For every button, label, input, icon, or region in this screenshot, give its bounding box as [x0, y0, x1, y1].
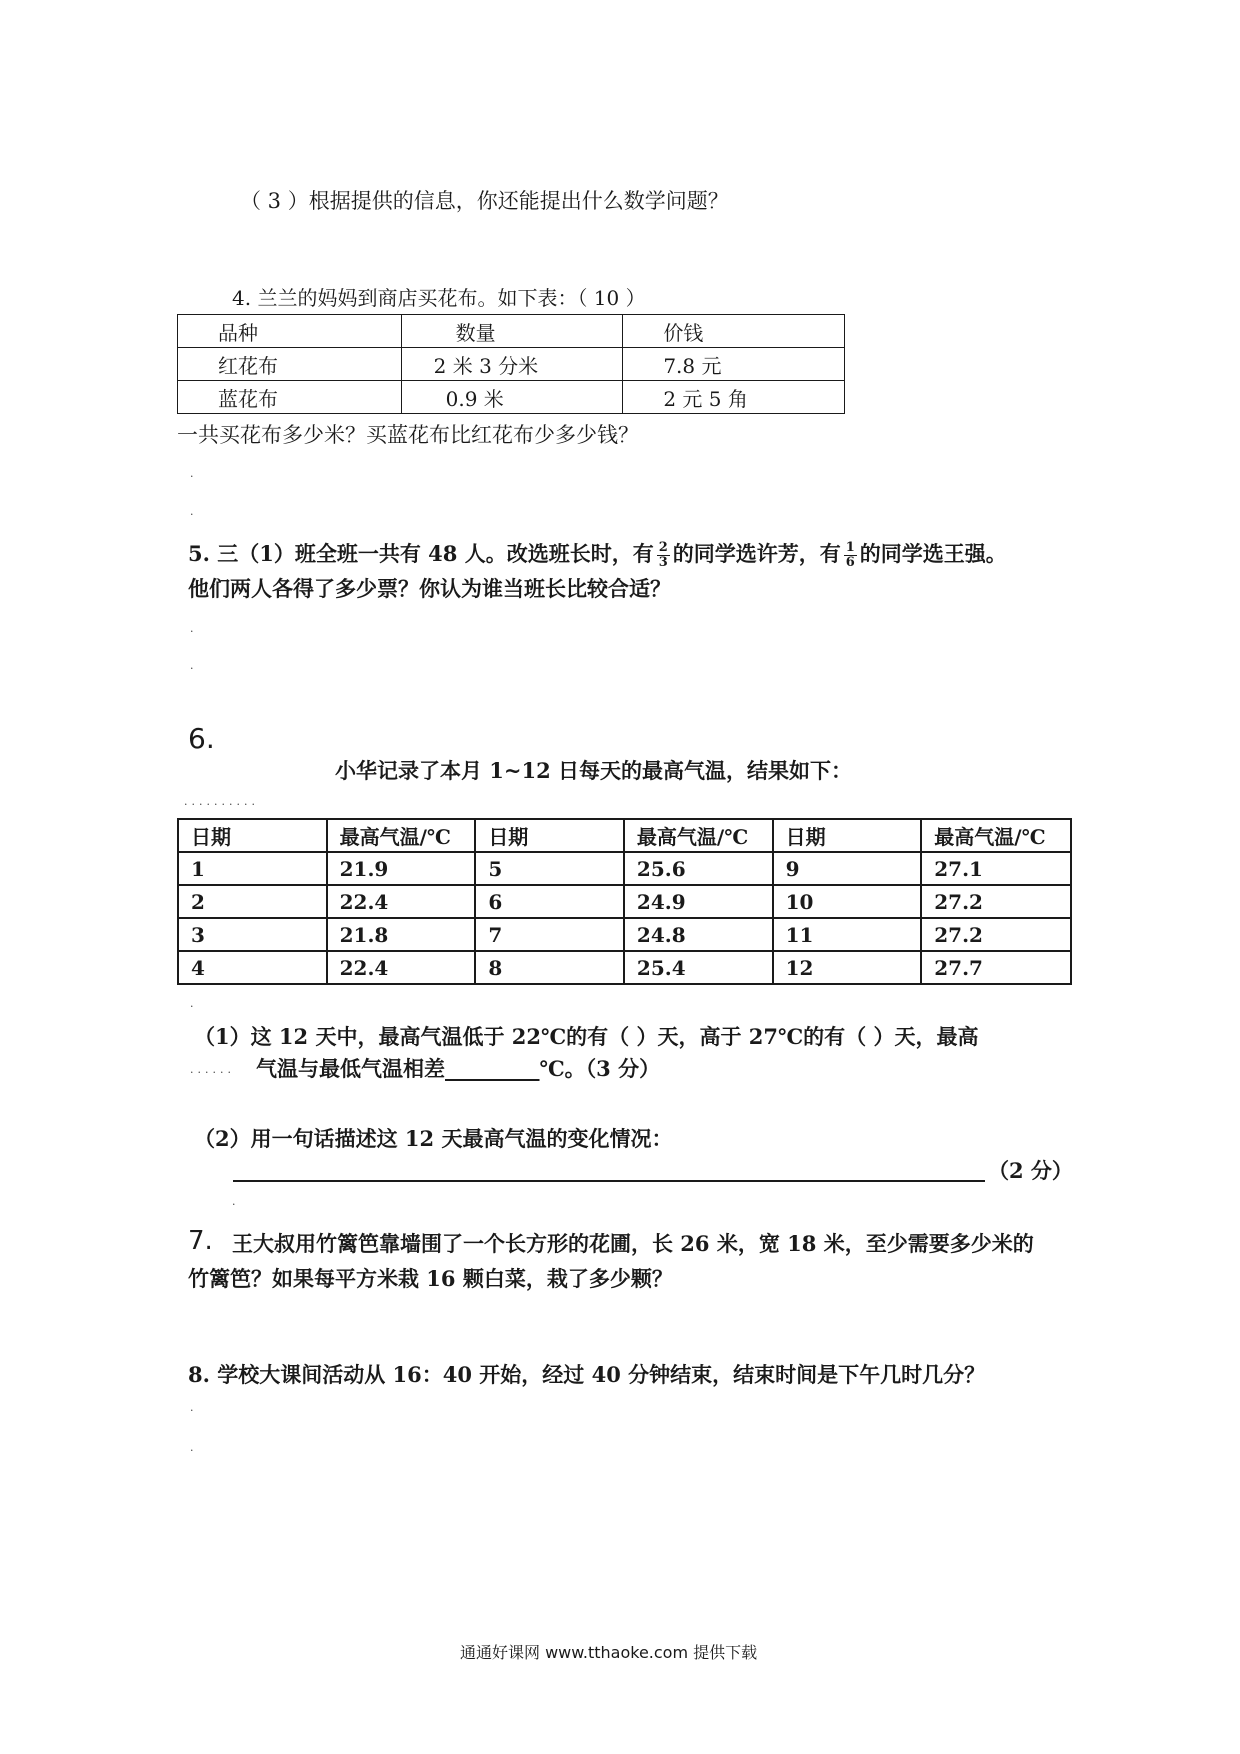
table-row	[178, 381, 845, 414]
table-row	[178, 951, 1071, 984]
question-7-number: 7.	[188, 1226, 213, 1256]
scan-dots: ··········	[184, 798, 259, 811]
question-3-text: （ 3 ）根据提供的信息，你还能提出什么数学问题？	[240, 189, 729, 213]
fraction-denominator: 6	[845, 555, 855, 570]
scan-dot: ·	[232, 1198, 236, 1211]
table-header-cell: 最高气温/℃	[624, 819, 773, 852]
table-cell: 2 米 3 分米	[401, 348, 623, 381]
table-cell: 27.1	[921, 852, 1071, 885]
table-cell: 27.7	[921, 951, 1071, 984]
table-row	[178, 348, 845, 381]
table-cell: 5	[475, 852, 624, 885]
table-cell: 21.9	[327, 852, 476, 885]
table-cell: 蓝花布	[178, 381, 402, 414]
table-cell: 7	[475, 918, 624, 951]
scan-dot: ·	[190, 1444, 194, 1457]
table-cell: 4	[178, 951, 327, 984]
table-cell: 22.4	[327, 951, 476, 984]
table-cell: 8	[475, 951, 624, 984]
table-row	[178, 852, 1071, 885]
question-5-part2: 的同学选许芳，有	[672, 541, 841, 566]
table-header-cell: 最高气温/℃	[921, 819, 1071, 852]
table-cell: 9	[773, 852, 922, 885]
table-cell: 27.2	[921, 885, 1071, 918]
table-header-cell: 价钱	[623, 315, 845, 348]
table-row	[178, 918, 1071, 951]
table-header-cell: 日期	[178, 819, 327, 852]
table-cell: 3	[178, 918, 327, 951]
scan-dot: ·	[190, 1404, 194, 1417]
question-5-part1: 5. 三（1）班全班一共有 48 人。改选班长时，有	[188, 541, 654, 566]
table-header-cell: 数量	[401, 315, 623, 348]
scan-dot: ·	[190, 470, 194, 483]
question-5-part3: 的同学选王强。	[859, 541, 1007, 566]
table-cell: 2 元 5 角	[623, 381, 845, 414]
question-6-sub2: （2）用一句话描述这 12 天最高气温的变化情况：	[194, 1126, 673, 1151]
cloth-table	[177, 314, 845, 414]
answer-line	[233, 1180, 985, 1182]
table-header-cell: 最高气温/℃	[327, 819, 476, 852]
table-cell: 2	[178, 885, 327, 918]
scan-dots: ······	[190, 1066, 235, 1079]
question-7-line1: 王大叔用竹篱笆靠墙围了一个长方形的花圃，长 26 米，宽 18 米，至少需要多少米的	[232, 1231, 1034, 1256]
table-cell: 12	[773, 951, 922, 984]
table-header-cell: 日期	[773, 819, 922, 852]
table-cell: 0.9 米	[401, 381, 623, 414]
question-4-question: 一共买花布多少米？买蓝花布比红花布少多少钱？	[177, 423, 639, 447]
scan-dot: ·	[190, 662, 194, 675]
question-6-sub2-score: （2 分）	[988, 1158, 1073, 1183]
question-7-line2: 竹篱笆？如果每平方米栽 16 颗白菜，栽了多少颗？	[188, 1266, 673, 1291]
question-6-sub1-line2: 气温与最低气温相差_________℃。（3 分）	[256, 1056, 661, 1081]
question-6-intro: 小华记录了本月 1~12 日每天的最高气温，结果如下：	[335, 758, 853, 783]
question-4-title: 4. 兰兰的妈妈到商店买花布。如下表：（ 10 ）	[232, 286, 646, 310]
question-5-line2: 他们两人各得了多少票？你认为谁当班长比较合适？	[188, 576, 671, 601]
fraction-one-sixth	[844, 541, 857, 570]
table-header-row	[178, 819, 1071, 852]
question-5-line1	[188, 534, 1007, 574]
table-cell: 7.8 元	[623, 348, 845, 381]
table-cell: 27.2	[921, 918, 1071, 951]
table-header-cell: 日期	[475, 819, 624, 852]
table-cell: 25.4	[624, 951, 773, 984]
fraction-numerator: 1	[845, 540, 855, 555]
scan-dot: ·	[190, 508, 194, 521]
table-cell: 21.8	[327, 918, 476, 951]
question-6-number: 6.	[188, 722, 215, 755]
footer-text: 通通好课网 www.tthaoke.com 提供下载	[460, 1643, 758, 1662]
table-header-row	[178, 315, 845, 348]
table-cell: 22.4	[327, 885, 476, 918]
fraction-denominator: 3	[658, 555, 668, 570]
scan-dot: ·	[190, 1000, 194, 1013]
fraction-numerator: 2	[658, 540, 668, 555]
table-header-cell: 品种	[178, 315, 402, 348]
table-cell: 红花布	[178, 348, 402, 381]
table-cell: 25.6	[624, 852, 773, 885]
temperature-table	[177, 818, 1072, 985]
table-cell: 24.8	[624, 918, 773, 951]
fraction-two-thirds	[657, 541, 670, 570]
table-cell: 24.9	[624, 885, 773, 918]
table-cell: 1	[178, 852, 327, 885]
scan-dot: ·	[190, 625, 194, 638]
question-6-sub1-line1: （1）这 12 天中，最高气温低于 22℃的有（ ）天，高于 27℃的有（ ）天，最高	[194, 1024, 979, 1049]
table-cell: 10	[773, 885, 922, 918]
table-row	[178, 885, 1071, 918]
table-cell: 11	[773, 918, 922, 951]
table-cell: 6	[475, 885, 624, 918]
question-8-text: 8. 学校大课间活动从 16：40 开始，经过 40 分钟结束，结束时间是下午几时几分？	[188, 1362, 986, 1387]
